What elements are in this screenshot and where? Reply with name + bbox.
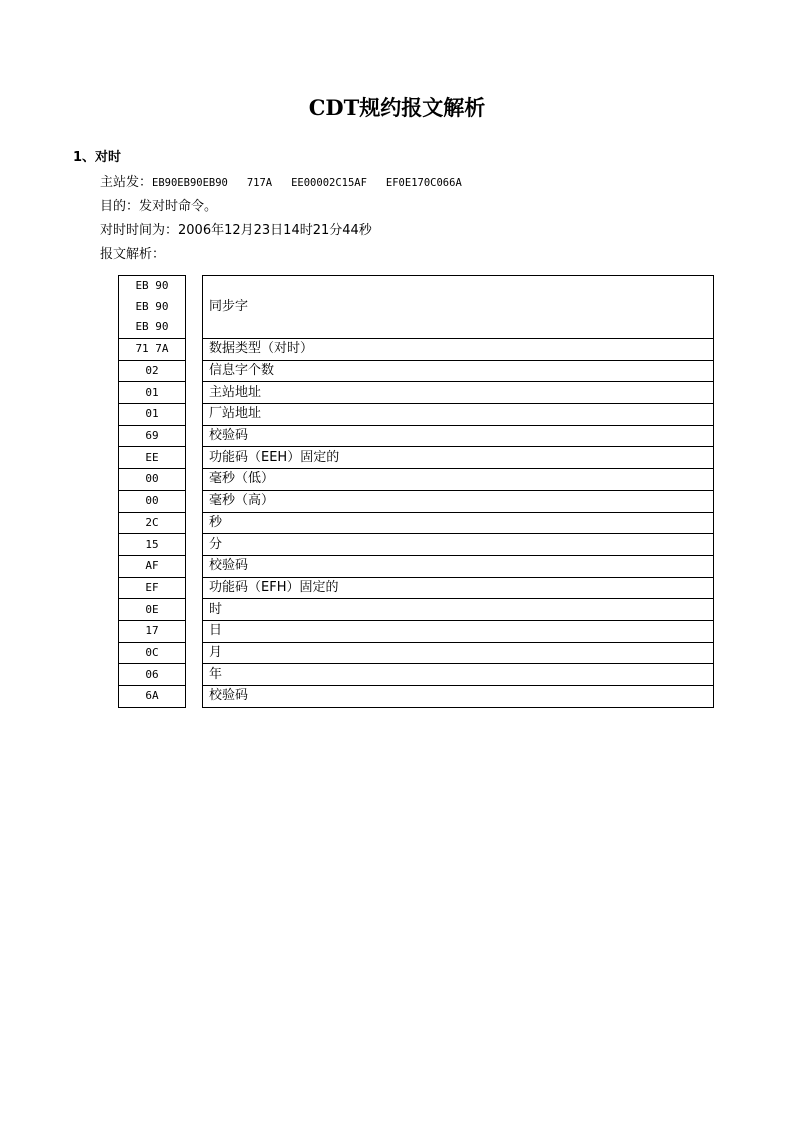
desc-cell: 厂站地址: [202, 404, 714, 426]
table-gap: [186, 621, 202, 643]
table-row: [118, 491, 714, 513]
desc-cell: 信息字个数: [202, 361, 714, 383]
code-cell: 01: [118, 404, 186, 426]
desc-cell: 毫秒（低）: [202, 469, 714, 491]
table-row-sync: [118, 275, 714, 339]
table-row: [118, 469, 714, 491]
code-cell: 6A: [118, 686, 186, 708]
code-cell: 17: [118, 621, 186, 643]
code-cell: 2C: [118, 513, 186, 535]
section-heading: 1、对时: [73, 150, 122, 165]
table-gap: [186, 599, 202, 621]
table-row: [118, 686, 714, 708]
desc-cell: 功能码（EFH）固定的: [202, 578, 714, 600]
time-line: [100, 222, 372, 240]
desc-cell: 校验码: [202, 426, 714, 448]
desc-cell: 数据类型（对时）: [202, 339, 714, 361]
desc-cell: 毫秒（高）: [202, 491, 714, 513]
table-row: [118, 534, 714, 556]
table-gap: [186, 382, 202, 404]
master-send-label: 主站发：: [100, 175, 153, 190]
table-row: [118, 426, 714, 448]
document-title: CDT规约报文解析: [308, 95, 486, 120]
table-gap: [186, 643, 202, 665]
code-cell: 02: [118, 361, 186, 383]
sync-code-cell: [118, 275, 186, 339]
code-cell: 00: [118, 491, 186, 513]
code-cell: AF: [118, 556, 186, 578]
purpose-line: 目的：发对时命令。: [100, 199, 218, 214]
table-row: [118, 556, 714, 578]
table-gap: [186, 361, 202, 383]
table-gap: [186, 578, 202, 600]
table-row: [118, 513, 714, 535]
table-row: [118, 643, 714, 665]
sync-desc-cell: 同步字: [202, 275, 714, 339]
table-row: [118, 361, 714, 383]
table-row: [118, 339, 714, 361]
table-gap: [186, 686, 202, 708]
desc-cell: 分: [202, 534, 714, 556]
table-gap: [186, 275, 202, 339]
time-label: 对时时间为：: [100, 223, 179, 238]
desc-cell: 月: [202, 643, 714, 665]
sync-code-1: EB 90: [135, 279, 169, 293]
desc-cell: 主站地址: [202, 382, 714, 404]
desc-cell: 年: [202, 664, 714, 686]
code-cell: 00: [118, 469, 186, 491]
analysis-table: [118, 275, 714, 708]
table-row: [118, 382, 714, 404]
code-cell: 15: [118, 534, 186, 556]
code-cell: 01: [118, 382, 186, 404]
code-cell: 06: [118, 664, 186, 686]
table-row: [118, 664, 714, 686]
table-gap: [186, 534, 202, 556]
code-cell: EF: [118, 578, 186, 600]
desc-cell: 秒: [202, 513, 714, 535]
desc-cell: 校验码: [202, 686, 714, 708]
table-row: [118, 447, 714, 469]
code-cell: 0C: [118, 643, 186, 665]
table-row: [118, 599, 714, 621]
sync-code-2: EB 90: [135, 299, 169, 313]
desc-cell: 日: [202, 621, 714, 643]
table-gap: [186, 664, 202, 686]
table-gap: [186, 404, 202, 426]
table-gap: [186, 556, 202, 578]
code-cell: 69: [118, 426, 186, 448]
master-send-value: EB90EB90EB90 717A EE00002C15AF EF0E170C066A: [152, 177, 462, 189]
table-row: [118, 578, 714, 600]
master-send-line: [100, 174, 462, 192]
table-gap: [186, 513, 202, 535]
desc-cell: 时: [202, 599, 714, 621]
table-gap: [186, 469, 202, 491]
table-gap: [186, 491, 202, 513]
analysis-label: 报文解析：: [100, 247, 166, 262]
time-value: 2006年12月23日14时21分44秒: [178, 223, 372, 238]
sync-code-3: EB 90: [135, 320, 169, 334]
code-cell: 0E: [118, 599, 186, 621]
desc-cell: 校验码: [202, 556, 714, 578]
code-cell: 71 7A: [118, 339, 186, 361]
table-row: [118, 621, 714, 643]
code-cell: EE: [118, 447, 186, 469]
table-gap: [186, 426, 202, 448]
table-row: [118, 404, 714, 426]
desc-cell: 功能码（EEH）固定的: [202, 447, 714, 469]
table-gap: [186, 447, 202, 469]
table-gap: [186, 339, 202, 361]
